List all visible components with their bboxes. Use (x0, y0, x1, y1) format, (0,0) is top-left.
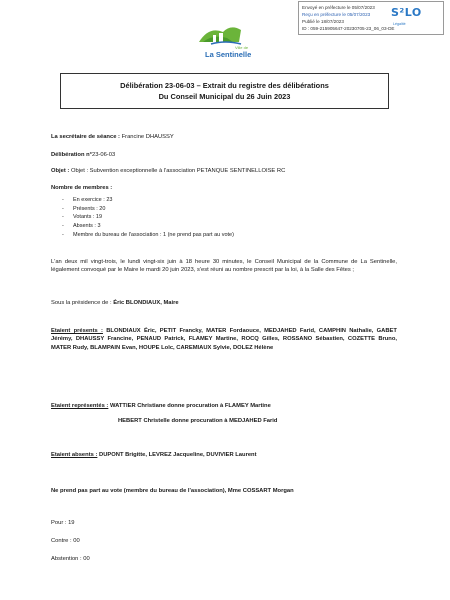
slo-logo-subtitle: Légalité (393, 22, 406, 26)
stamp-line-envoye: Envoyé en préfecture le 05/07/2023 (302, 5, 375, 10)
presents-label: Etaient présents : (51, 328, 103, 334)
town-logo (189, 22, 261, 60)
logo-name-text: La Sentinelle (205, 50, 252, 59)
absents-line (51, 451, 257, 459)
member-count-item: - Membre du bureau de l'association : 1 (ne prend pas part au vote) (62, 231, 234, 240)
title-line-1: Délibération 23-06-03 – Extrait du registre des délibérations (120, 81, 329, 90)
presents-paragraph (51, 327, 397, 352)
numero-value: 23-06-03 (91, 152, 116, 158)
representes-label: Etaient représentés : (51, 403, 109, 409)
slo-logo: S²LO (391, 6, 422, 19)
vote-contre: Contre : 00 (51, 538, 80, 544)
member-count-item: - Présents : 20 (62, 205, 234, 214)
title-line-2: Du Conseil Municipal du 26 Juin 2023 (158, 92, 291, 101)
intro-paragraph: L'an deux mil vingt-trois, le lundi vingt-six juin à 18 heure 30 minutes, le Conseil Municipal de la Commune de La Sentinelle, légalement convoqué par le Maire le mardi 20 juin 2023, s'est réuni au nombre prescrit par la loi, à la Salle des Fêtes ; (51, 259, 397, 274)
prefecture-stamp (298, 1, 444, 35)
objet-line (51, 167, 285, 175)
absents-label: Etaient absents : (51, 452, 98, 458)
presidence-line (51, 299, 179, 307)
vote-pour: Pour : 19 (51, 520, 75, 526)
stamp-line-id: ID : 059-215905647-20230705-23_06_03-DE (302, 26, 395, 31)
representes-line-2: HEBERT Christelle donne procuration à MEDJAHED Farid (118, 418, 278, 424)
presents-list: BLONDIAUX Éric, PETIT Francky, MATER Fordaouce, MEDJAHED Farid, CAMPHIN Nathalie, GABET Jérémy, DHAUSSY Francine, PENAUD Patrick, FLAMEY Martine, ROCQ Gilles, ROSSANO Sébastien, COZETTE Bruno, MATER Rudy, BLAMPAIN Evan, HOUPE Loïc, CAREMIAUX Sylvie, DOLEZ Hélène (51, 328, 397, 351)
absents-list: DUPONT Brigitte, LEVREZ Jacqueline, DUVIVIER Laurent (99, 452, 257, 458)
objet-label: Objet : (51, 168, 70, 174)
objet-value: Objet : Subvention exceptionnelle à l'association PETANQUE SENTINELLOISE RC (70, 168, 286, 174)
member-count-item: - Absents : 3 (62, 222, 234, 231)
numero-line (51, 151, 115, 159)
stamp-line-publie: Publié le 18/07/2023 (302, 19, 344, 24)
members-list (62, 196, 234, 240)
presidence-prefix: Sous la présidence de : (51, 300, 112, 306)
logo-wave-shape (211, 42, 241, 44)
secretaire-line (51, 133, 174, 141)
representes-line-1: WATTIER Christiane donne procuration à FLAMEY Martine (109, 403, 271, 409)
deliberation-title-box (60, 73, 389, 109)
members-heading: Nombre de membres : (51, 185, 113, 191)
numero-label: Délibération n° (51, 152, 92, 158)
non-vote-line: Ne prend pas part au vote (membre du bureau de l'association), Mme COSSART Morgan (51, 488, 294, 494)
secretaire-label: La secrétaire de séance : (51, 134, 120, 140)
logo-ville-text: Ville de (235, 45, 249, 50)
presidence-name: Éric BLONDIAUX, Maire (113, 300, 179, 306)
secretaire-value: Francine DHAUSSY (121, 134, 174, 140)
representes-line (51, 402, 271, 410)
vote-abstention: Abstention : 00 (51, 556, 90, 562)
member-count-item: - Votants : 19 (62, 213, 234, 222)
stamp-line-recu: Reçu en préfecture le 05/07/2023 (302, 12, 371, 17)
member-count-item: - En exercice : 23 (62, 196, 234, 205)
